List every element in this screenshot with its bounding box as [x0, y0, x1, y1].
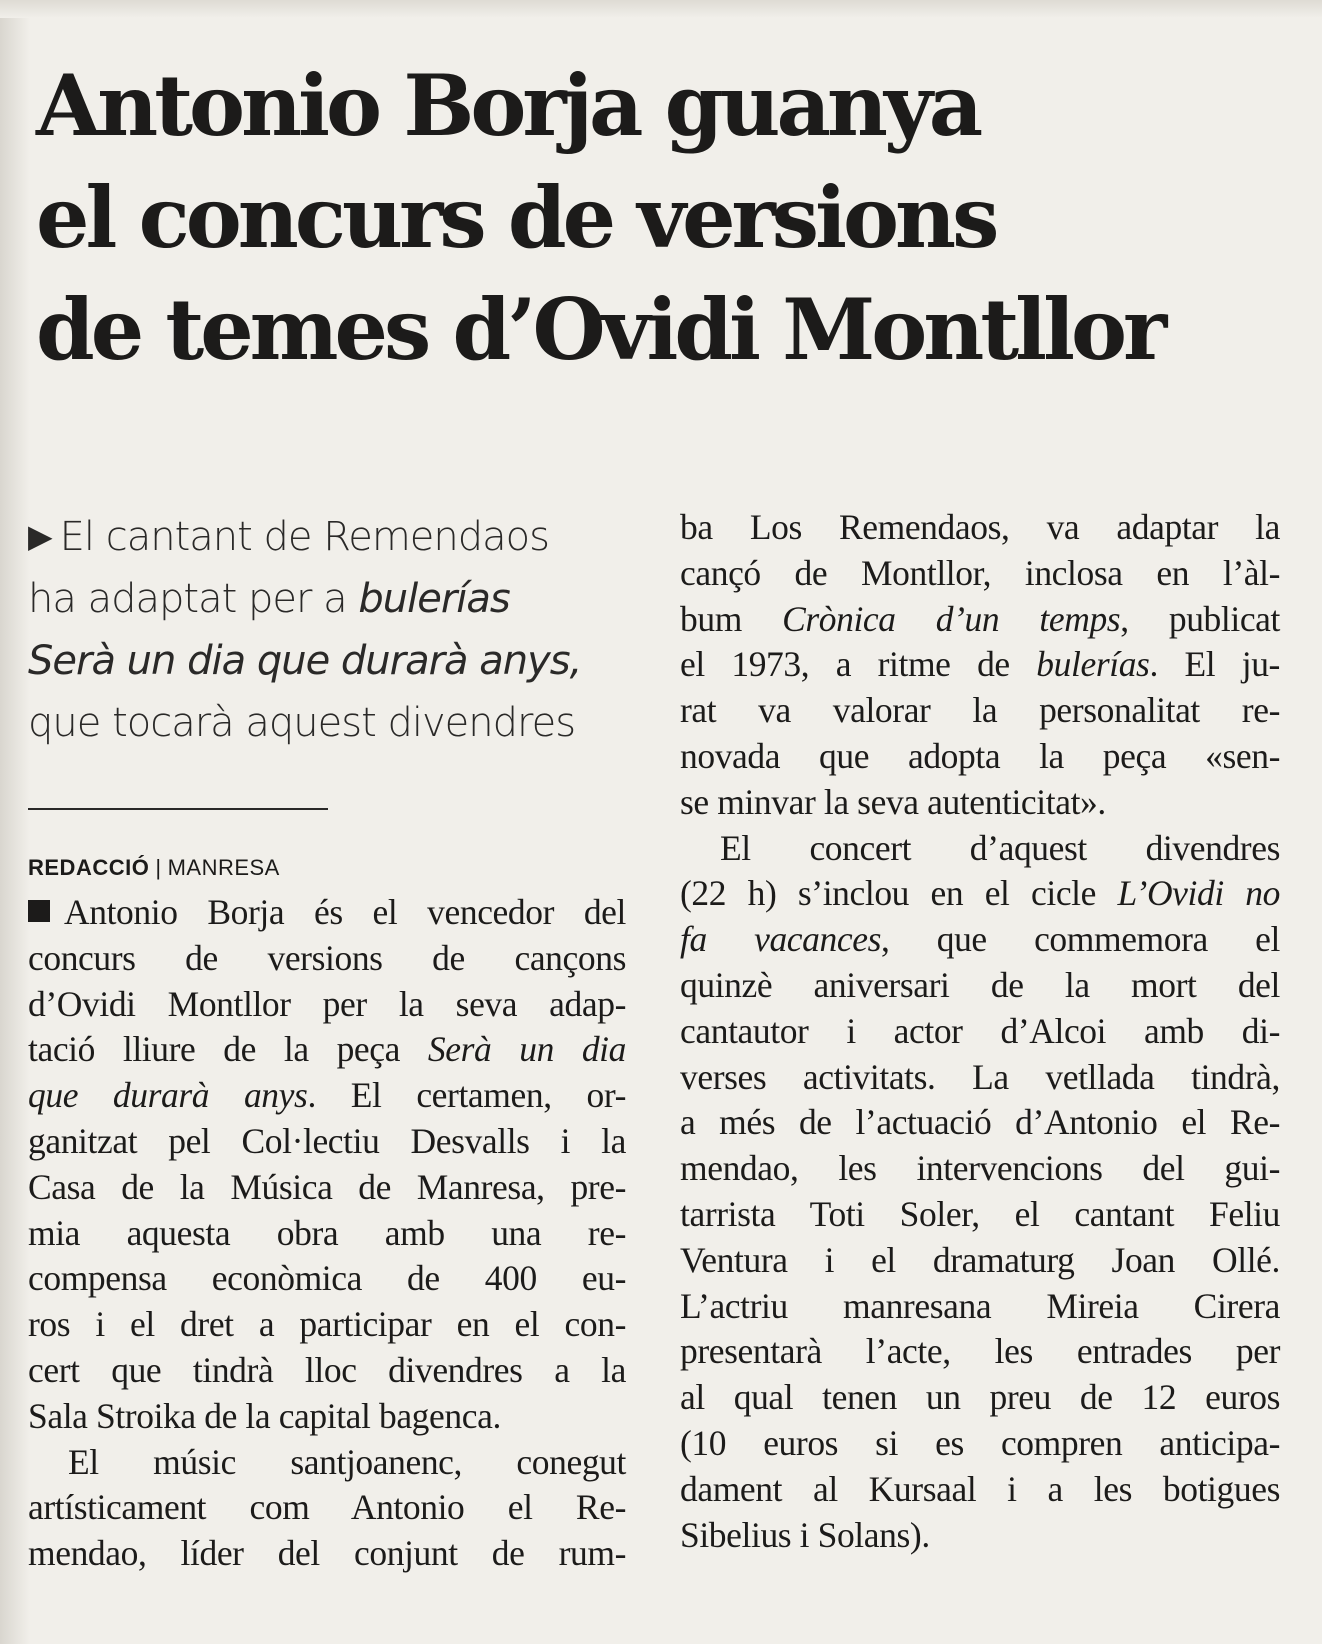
- text-line: (22 h) s’inclou en el cicle L’Ovidi no: [680, 873, 1281, 914]
- headline: [36, 50, 1296, 386]
- text-line: El concert d’aquest divendres: [720, 827, 1280, 868]
- text-line: Casa de la Música de Manresa, pre-: [28, 1166, 626, 1207]
- text-line: cantautor i actor d’Alcoi amb di-: [680, 1010, 1280, 1051]
- subheadline: [28, 505, 626, 754]
- byline-author: REDACCIÓ: [28, 855, 150, 880]
- text-line: El músic santjoanenc, conegut: [68, 1441, 626, 1482]
- text-line: mia aquesta obra amb una re-: [28, 1212, 626, 1253]
- text-line: tarrista Toti Soler, el cantant Feliu: [680, 1193, 1280, 1234]
- byline-separator: |: [155, 855, 162, 880]
- text-line: (10 euros si es compren anticipa-: [680, 1422, 1280, 1463]
- text-line: a més de l’actuació d’Antonio el Re-: [680, 1102, 1280, 1143]
- divider: [28, 808, 328, 810]
- headline-line: el concurs de versions: [36, 168, 996, 267]
- text-line: ba Los Remendaos, va adaptar la: [680, 507, 1280, 547]
- subhead-line: ha adaptat per a bulerías: [28, 576, 510, 622]
- text-line: dament al Kursaal i a les botigues: [680, 1468, 1280, 1509]
- text-line: el 1973, a ritme de bulerías. El ju-: [680, 644, 1280, 685]
- text-line: ros i el dret a participar en el con-: [28, 1304, 626, 1345]
- text-line: rat va valorar la personalitat re-: [680, 690, 1280, 731]
- text-line: tació lliure de la peça Serà un dia: [28, 1029, 626, 1070]
- text-line: cert que tindrà lloc divendres a la: [28, 1349, 626, 1390]
- scan-shadow-left: [0, 0, 30, 1644]
- text-line: d’Ovidi Montllor per la seva adap-: [28, 983, 626, 1024]
- text-line: fa vacances, que commemora el: [680, 919, 1280, 960]
- text-line: quinzè aniversari de la mort del: [680, 964, 1280, 1005]
- text-line: verses activitats. La vetllada tindrà,: [680, 1056, 1280, 1097]
- left-column: [28, 505, 626, 1577]
- subhead-line: ▶ El cantant de Remendaos: [28, 514, 549, 560]
- text-line: cançó de Montllor, inclosa en l’àl-: [680, 552, 1280, 593]
- headline-line: de temes d’Ovidi Montllor: [36, 280, 1164, 379]
- text-line: mendao, les intervencions del gui-: [680, 1148, 1280, 1189]
- text-line: concurs de versions de cançons: [28, 937, 626, 978]
- text-line: al qual tenen un preu de 12 euros: [680, 1377, 1280, 1418]
- article-body-right: [680, 505, 1280, 1558]
- text-line: L’actriu manresana Mireia Cirera: [680, 1285, 1280, 1326]
- text-line: se minvar la seva autenticitat».: [680, 781, 1106, 822]
- text-line: Sibelius i Solans).: [680, 1514, 930, 1555]
- text-line: presentarà l’acte, les entrades per: [680, 1331, 1280, 1372]
- text-line: compensa econòmica de 400 eu-: [28, 1258, 626, 1299]
- triangle-bullet-icon: ▶: [28, 517, 52, 555]
- scan-shadow-top: [0, 0, 1322, 18]
- text-line: novada que adopta la peça «sen-: [680, 735, 1280, 776]
- text-line: ganitzat pel Col·lectiu Desvalls i la: [28, 1120, 626, 1161]
- square-bullet-icon: [28, 900, 50, 922]
- text-line: bum Crònica d’un temps, publicat: [680, 598, 1280, 639]
- text-line: Sala Stroika de la capital bagenca.: [28, 1395, 501, 1436]
- right-column: [680, 505, 1280, 1558]
- byline-place: MANRESA: [167, 855, 280, 880]
- byline: [28, 854, 626, 882]
- text-line: Antonio Borja és el vencedor del: [28, 890, 626, 936]
- text-line: que durarà anys. El certamen, or-: [28, 1075, 626, 1116]
- text-line: mendao, líder del conjunt de rum-: [28, 1533, 626, 1574]
- text-line: Ventura i el dramaturg Joan Ollé.: [680, 1239, 1280, 1280]
- subhead-line: que tocarà aquest divendres: [28, 700, 576, 746]
- text-line: artísticament com Antonio el Re-: [28, 1487, 626, 1528]
- headline-line: Antonio Borja guanya: [36, 56, 980, 155]
- article-body-left: [28, 890, 626, 1577]
- subhead-line: Serà un dia que durarà anys,: [28, 638, 582, 684]
